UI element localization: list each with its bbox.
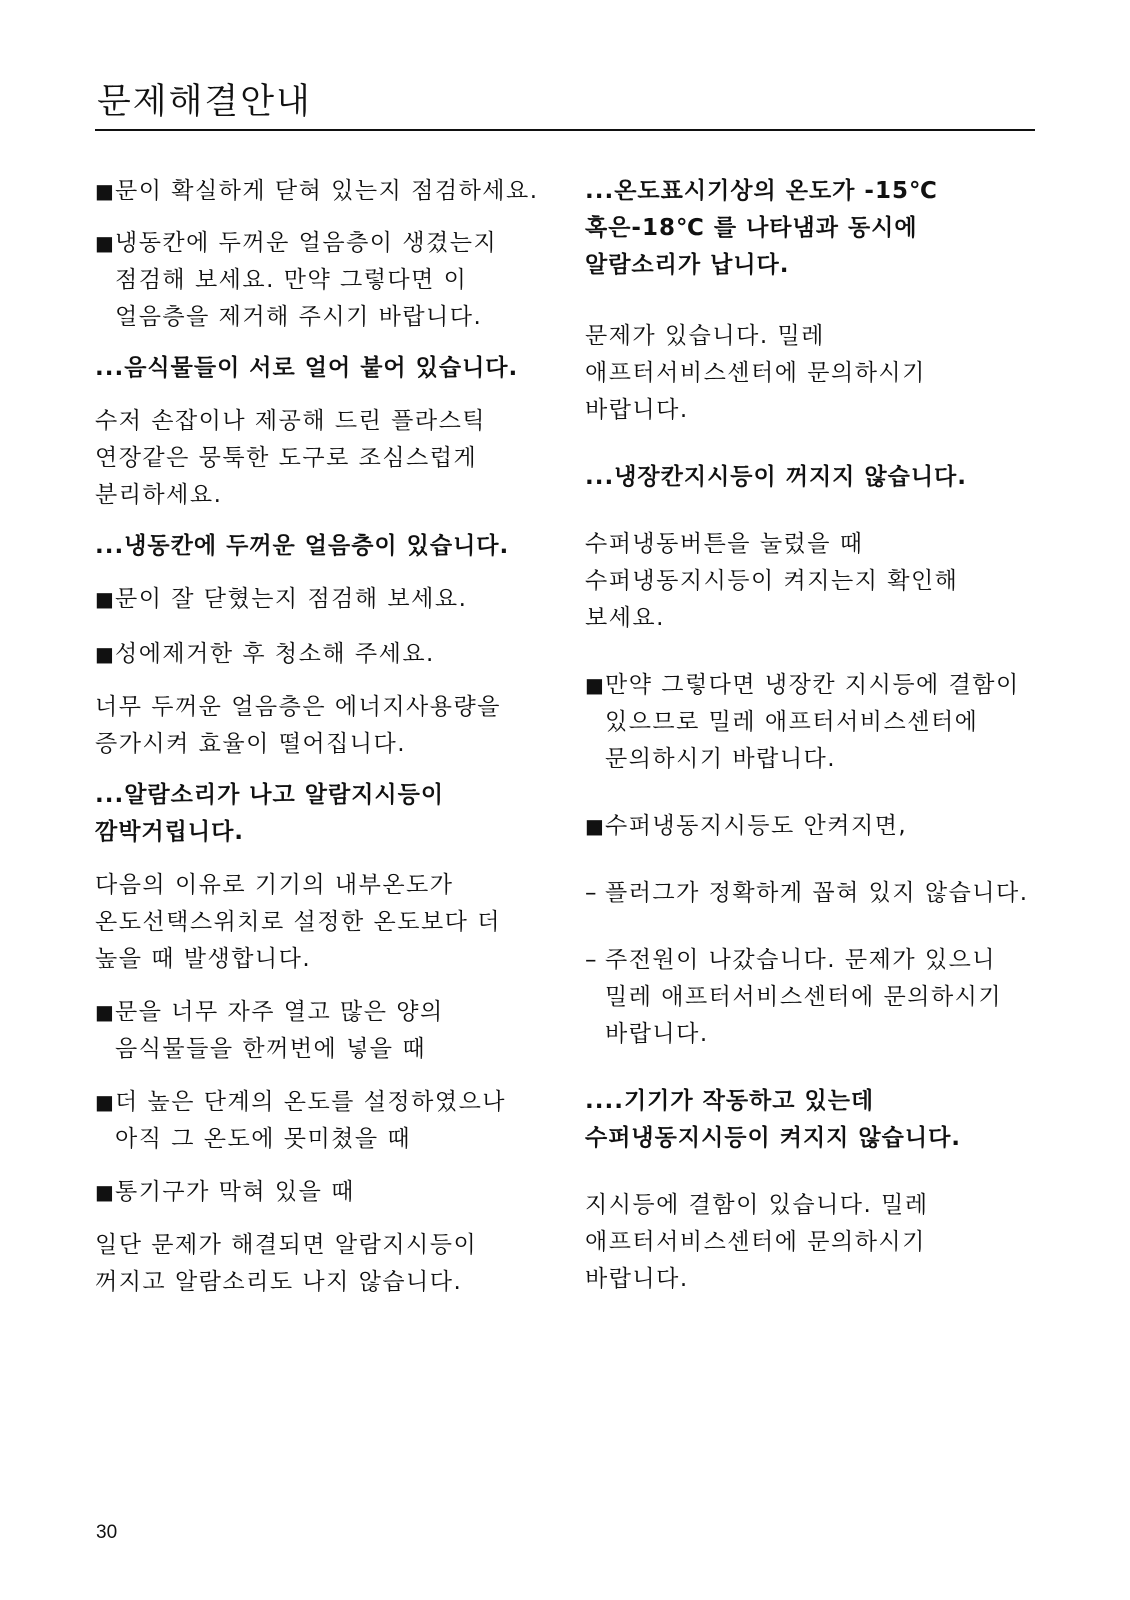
square-bullet-icon: ■ — [585, 814, 604, 838]
dash-text: 플러그가 정확하게 꼽혀 있지 않습니다. — [605, 880, 1029, 906]
section-heading: ...냉장칸지시등이 꺼지지 않습니다. — [585, 464, 968, 490]
right-column — [585, 173, 1037, 1298]
section-heading: ....기기가 작동하고 있는데 수퍼냉동지시등이 켜지지 않습니다. — [585, 1088, 962, 1151]
bullet-item — [585, 808, 1037, 845]
dash-bullet-icon: – — [585, 880, 597, 906]
section-heading: ...온도표시기상의 온도가 -15℃ 혹은-18℃ 를 나타냄과 동시에 알람소리가 납니다. — [585, 178, 938, 278]
bullet-text: 수퍼냉동지시등도 안켜지면, — [605, 813, 908, 839]
dash-text: 주전원이 나갔습니다. 문제가 있으니 밀레 애프터서비스센터에 문의하시기 바랍니다. — [605, 947, 1003, 1047]
title-divider — [95, 129, 1035, 131]
square-bullet-icon: ■ — [95, 179, 114, 203]
page-number: 30 — [96, 1522, 118, 1543]
bullet-item — [95, 1174, 550, 1211]
bullet-item — [95, 636, 550, 673]
page-title: 문제해결안내 — [97, 82, 312, 122]
section-heading: ...냉동칸에 두꺼운 얼음층이 있습니다. — [95, 533, 510, 559]
bullet-text: 더 높은 단계의 온도를 설정하였으나 아직 그 온도에 못미쳤을 때 — [115, 1089, 507, 1152]
bullet-text: 성에제거한 후 청소해 주세요. — [115, 641, 435, 667]
body-paragraph: 수저 손잡이나 제공해 드린 플라스틱 연장같은 뭉툭한 도구로 조심스럽게 분리하세요. — [95, 408, 487, 508]
body-paragraph: 너무 두꺼운 얼음층은 에너지사용량을 증가시켜 효율이 떨어집니다. — [95, 694, 501, 757]
body-paragraph: 다음의 이유로 기기의 내부온도가 온도선택스위치로 설정한 온도보다 더 높을 때 발생합니다. — [95, 872, 501, 972]
bullet-item — [95, 225, 550, 336]
square-bullet-icon: ■ — [95, 1000, 114, 1024]
bullet-text: 문을 너무 자주 열고 많은 양의 음식물들을 한꺼번에 넣을 때 — [115, 999, 444, 1062]
dash-item — [585, 942, 1037, 1053]
bullet-text: 문이 확실하게 닫혀 있는지 점검하세요. — [115, 178, 539, 204]
dash-bullet-icon: – — [585, 947, 597, 973]
bullet-text: 만약 그렇다면 냉장칸 지시등에 결함이 있으므로 밀레 애프터서비스센터에 문의하시기 바랍니다. — [605, 672, 1020, 772]
section-heading: ...알람소리가 나고 알람지시등이 깜박거립니다. — [95, 782, 445, 845]
body-paragraph: 일단 문제가 해결되면 알람지시등이 꺼지고 알람소리도 나지 않습니다. — [95, 1232, 478, 1295]
bullet-item — [95, 1084, 550, 1158]
square-bullet-icon: ■ — [95, 587, 114, 611]
body-paragraph: 지시등에 결함이 있습니다. 밀레 애프터서비스센터에 문의하시기 바랍니다. — [585, 1192, 929, 1292]
body-paragraph: 문제가 있습니다. 밀레 애프터서비스센터에 문의하시기 바랍니다. — [585, 323, 926, 423]
bullet-item — [95, 994, 550, 1068]
bullet-text: 문이 잘 닫혔는지 점검해 보세요. — [115, 586, 468, 612]
square-bullet-icon: ■ — [585, 673, 604, 697]
body-paragraph: 수퍼냉동버튼을 눌렀을 때 수퍼냉동지시등이 켜지는지 확인해 보세요. — [585, 531, 959, 631]
square-bullet-icon: ■ — [95, 1090, 114, 1114]
left-column — [95, 173, 550, 1301]
square-bullet-icon: ■ — [95, 642, 114, 666]
bullet-text: 냉동칸에 두꺼운 얼음층이 생겼는지 점검해 보세요. 만약 그렇다면 이 얼음층을 제거해 주시기 바랍니다. — [115, 230, 498, 330]
bullet-text: 통기구가 막혀 있을 때 — [115, 1179, 355, 1205]
dash-item — [585, 875, 1037, 912]
section-heading: ...음식물들이 서로 얼어 붙어 있습니다. — [95, 355, 519, 381]
bullet-item — [95, 581, 550, 618]
square-bullet-icon: ■ — [95, 1180, 114, 1204]
bullet-item — [585, 667, 1037, 778]
square-bullet-icon: ■ — [95, 231, 114, 255]
bullet-item — [95, 173, 550, 210]
